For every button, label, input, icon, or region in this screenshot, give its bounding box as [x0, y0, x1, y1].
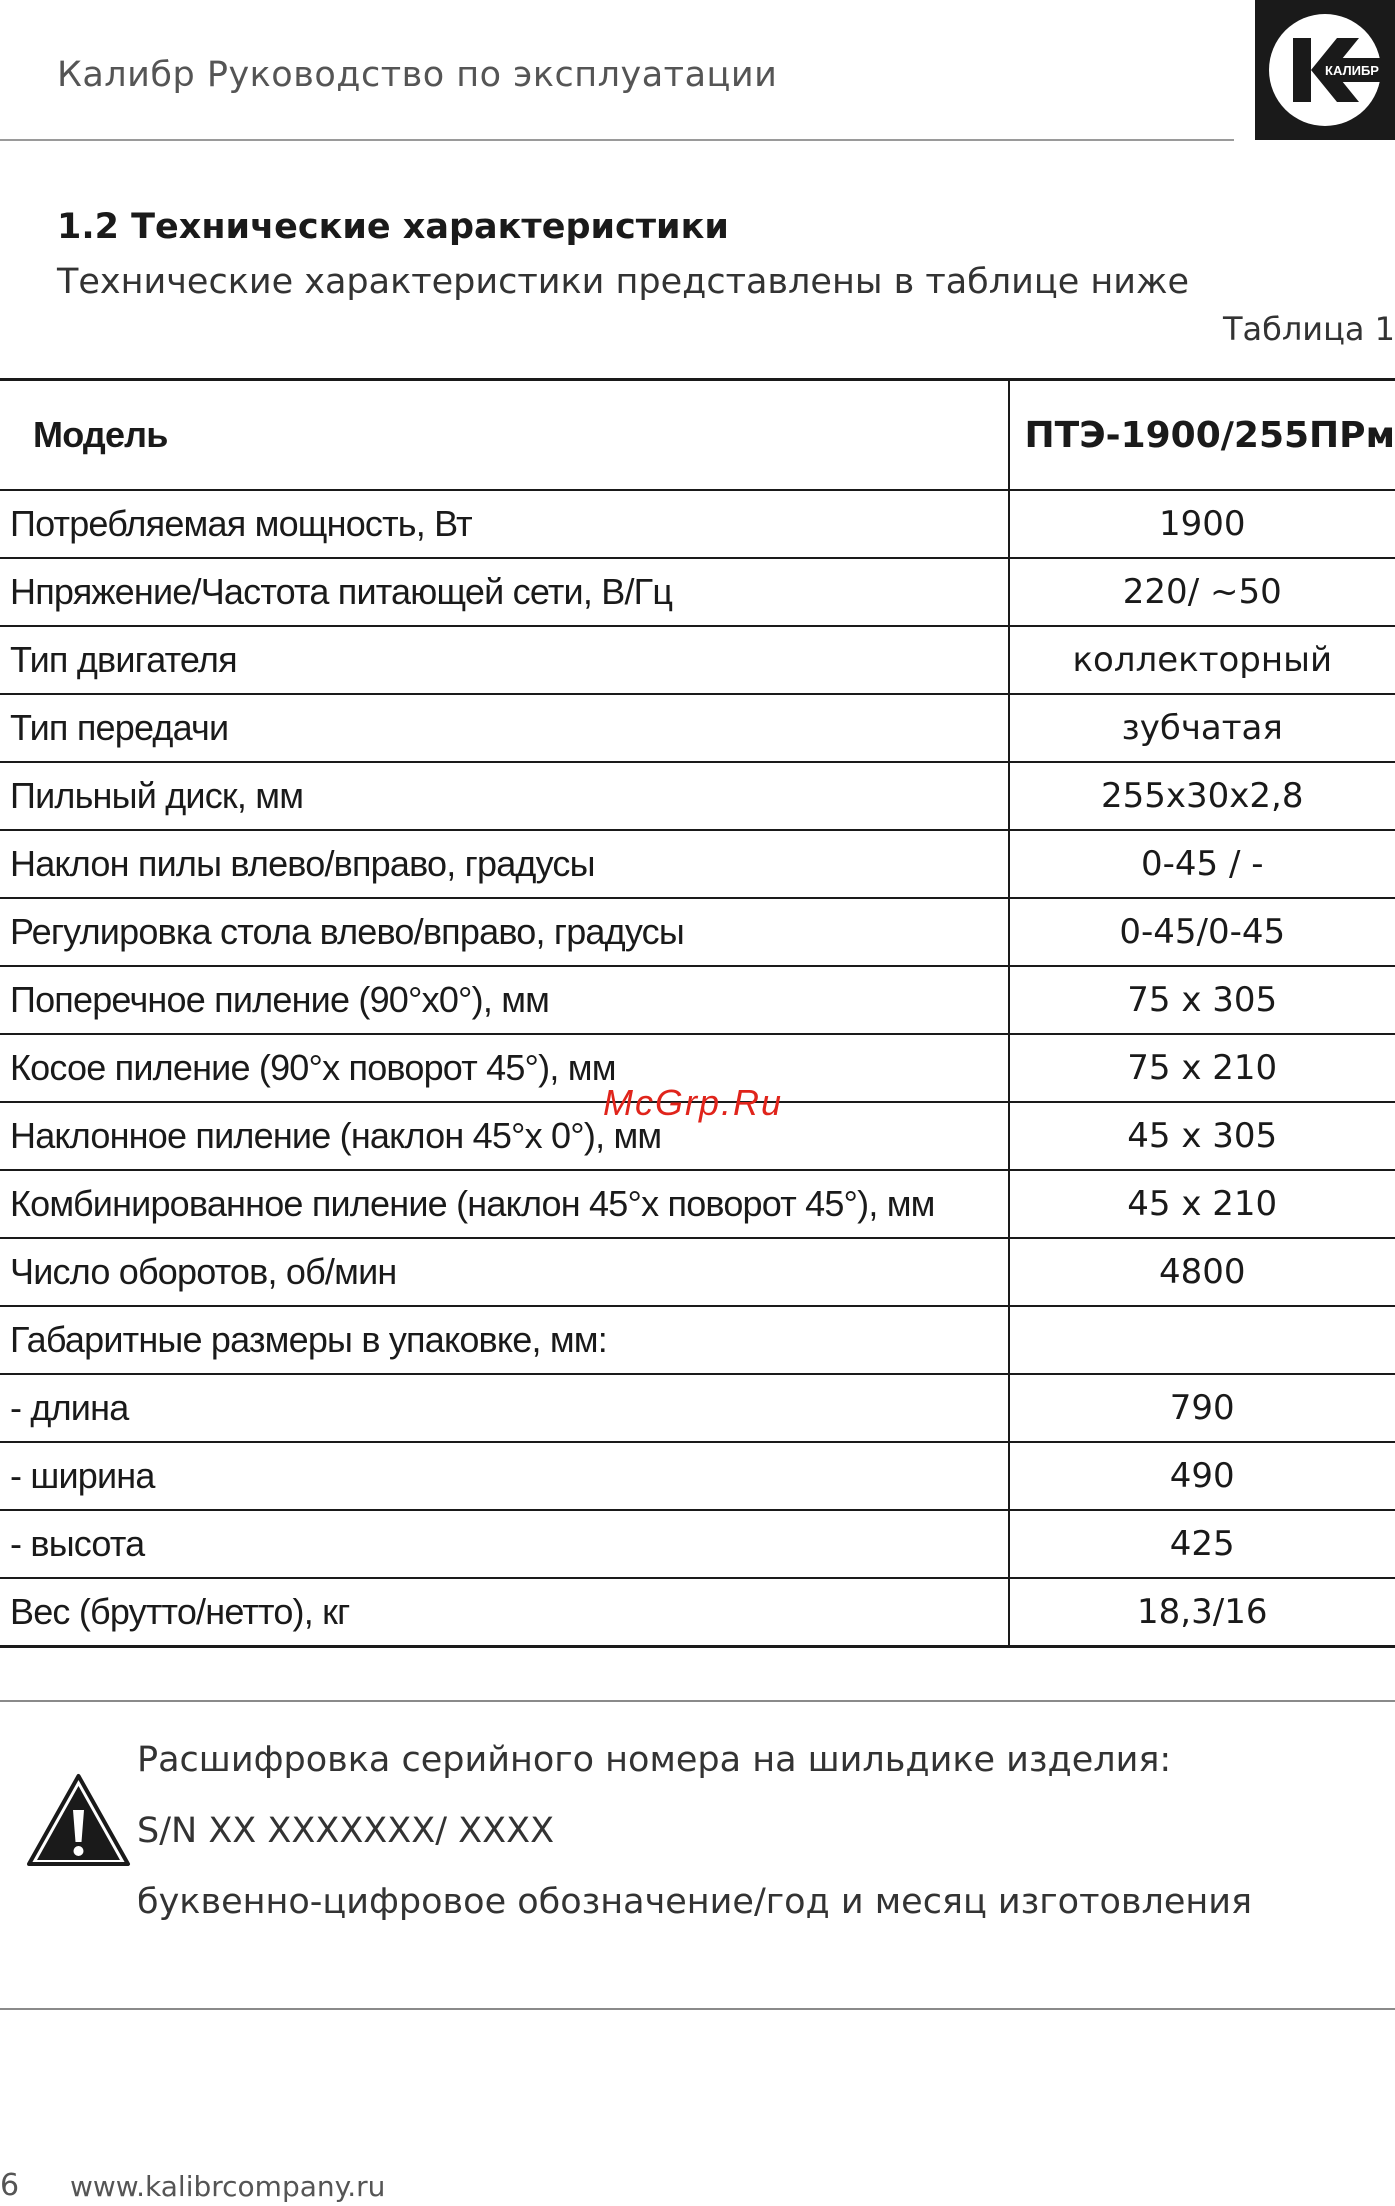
- value-cell: 0-45/0-45: [1009, 898, 1395, 966]
- note-divider-top: [0, 1700, 1395, 1702]
- serial-explanation: буквенно-цифровое обозначение/год и месяц изготовления: [137, 1882, 1253, 1922]
- page-number: 6: [0, 2168, 20, 2203]
- value-cell: 4800: [1009, 1238, 1395, 1306]
- header-model-cell: ПТЭ-1900/255ПРм: [1009, 380, 1395, 491]
- param-cell: Наклон пилы влево/вправо, градусы: [0, 830, 1009, 898]
- table-row: [0, 1170, 1395, 1238]
- param-cell: - длина: [0, 1374, 1009, 1442]
- value-cell: 490: [1009, 1442, 1395, 1510]
- table-row: [0, 1510, 1395, 1578]
- specifications-table: [0, 378, 1395, 1648]
- value-cell: 790: [1009, 1374, 1395, 1442]
- value-cell: 0-45 / -: [1009, 830, 1395, 898]
- param-cell: Потребляемая мощность, Вт: [0, 490, 1009, 558]
- table-row: [0, 762, 1395, 830]
- serial-format: S/N XX XXXXXXX/ XXXX: [137, 1811, 555, 1851]
- value-cell: 1900: [1009, 490, 1395, 558]
- value-cell: 75 x 305: [1009, 966, 1395, 1034]
- param-cell: Наклонное пиление (наклон 45°х 0°), мм: [0, 1102, 1009, 1170]
- table-row: [0, 898, 1395, 966]
- param-cell: - высота: [0, 1510, 1009, 1578]
- table-row: [0, 1442, 1395, 1510]
- value-cell: 45 x 210: [1009, 1170, 1395, 1238]
- kalibr-logo: [1255, 0, 1395, 140]
- footer-link[interactable]: www.kalibrcompany.ru: [70, 2170, 386, 2203]
- param-cell: Нпряжение/Частота питающей сети, В/Гц: [0, 558, 1009, 626]
- header-divider: [0, 139, 1234, 141]
- serial-note-title: Расшифровка серийного номера на шильдике изделия:: [137, 1740, 1172, 1780]
- table-row: [0, 626, 1395, 694]
- section-intro: Технические характеристики представлены в таблице ниже: [57, 262, 1190, 302]
- value-cell: зубчатая: [1009, 694, 1395, 762]
- param-cell: Регулировка стола влево/вправо, градусы: [0, 898, 1009, 966]
- table-row: [0, 1238, 1395, 1306]
- kalibr-logo-icon: [1255, 0, 1395, 140]
- value-cell: коллекторный: [1009, 626, 1395, 694]
- value-cell: 45 x 305: [1009, 1102, 1395, 1170]
- param-cell: Тип двигателя: [0, 626, 1009, 694]
- param-cell: Комбинированное пиление (наклон 45°х поворот 45°), мм: [0, 1170, 1009, 1238]
- value-cell: 220/ ~50: [1009, 558, 1395, 626]
- value-cell: 425: [1009, 1510, 1395, 1578]
- table-caption: Таблица 1: [1222, 310, 1395, 348]
- watermark: McGrp.Ru: [603, 1082, 784, 1123]
- param-cell: Вес (брутто/нетто), кг: [0, 1578, 1009, 1647]
- param-cell: Число оборотов, об/мин: [0, 1238, 1009, 1306]
- table-row: [0, 490, 1395, 558]
- param-cell: - ширина: [0, 1442, 1009, 1510]
- param-cell: Тип передачи: [0, 694, 1009, 762]
- section-heading: 1.2 Технические характеристики: [57, 207, 729, 247]
- table-row: [0, 1578, 1395, 1647]
- document-title: Калибр Руководство по эксплуатации: [57, 55, 778, 95]
- table-row: [0, 1306, 1395, 1374]
- param-cell: Пильный диск, мм: [0, 762, 1009, 830]
- table-row: [0, 694, 1395, 762]
- table-row: [0, 830, 1395, 898]
- value-cell: 75 x 210: [1009, 1034, 1395, 1102]
- param-cell: Габаритные размеры в упаковке, мм:: [0, 1306, 1009, 1374]
- value-cell: 18,3/16: [1009, 1578, 1395, 1647]
- value-cell: 255x30x2,8: [1009, 762, 1395, 830]
- param-cell: Косое пиление (90°х поворот 45°), мм: [0, 1034, 1009, 1102]
- table-header-row: [0, 380, 1395, 491]
- table-row: [0, 966, 1395, 1034]
- table-row: [0, 558, 1395, 626]
- logo-text: КАЛИБР: [1325, 63, 1379, 78]
- value-cell: [1009, 1306, 1395, 1374]
- param-cell: Поперечное пиление (90°х0°), мм: [0, 966, 1009, 1034]
- header-param-cell: Модель: [33, 414, 168, 455]
- table-row: [0, 1374, 1395, 1442]
- warning-icon: [25, 1772, 132, 1868]
- note-divider-bottom: [0, 2008, 1395, 2010]
